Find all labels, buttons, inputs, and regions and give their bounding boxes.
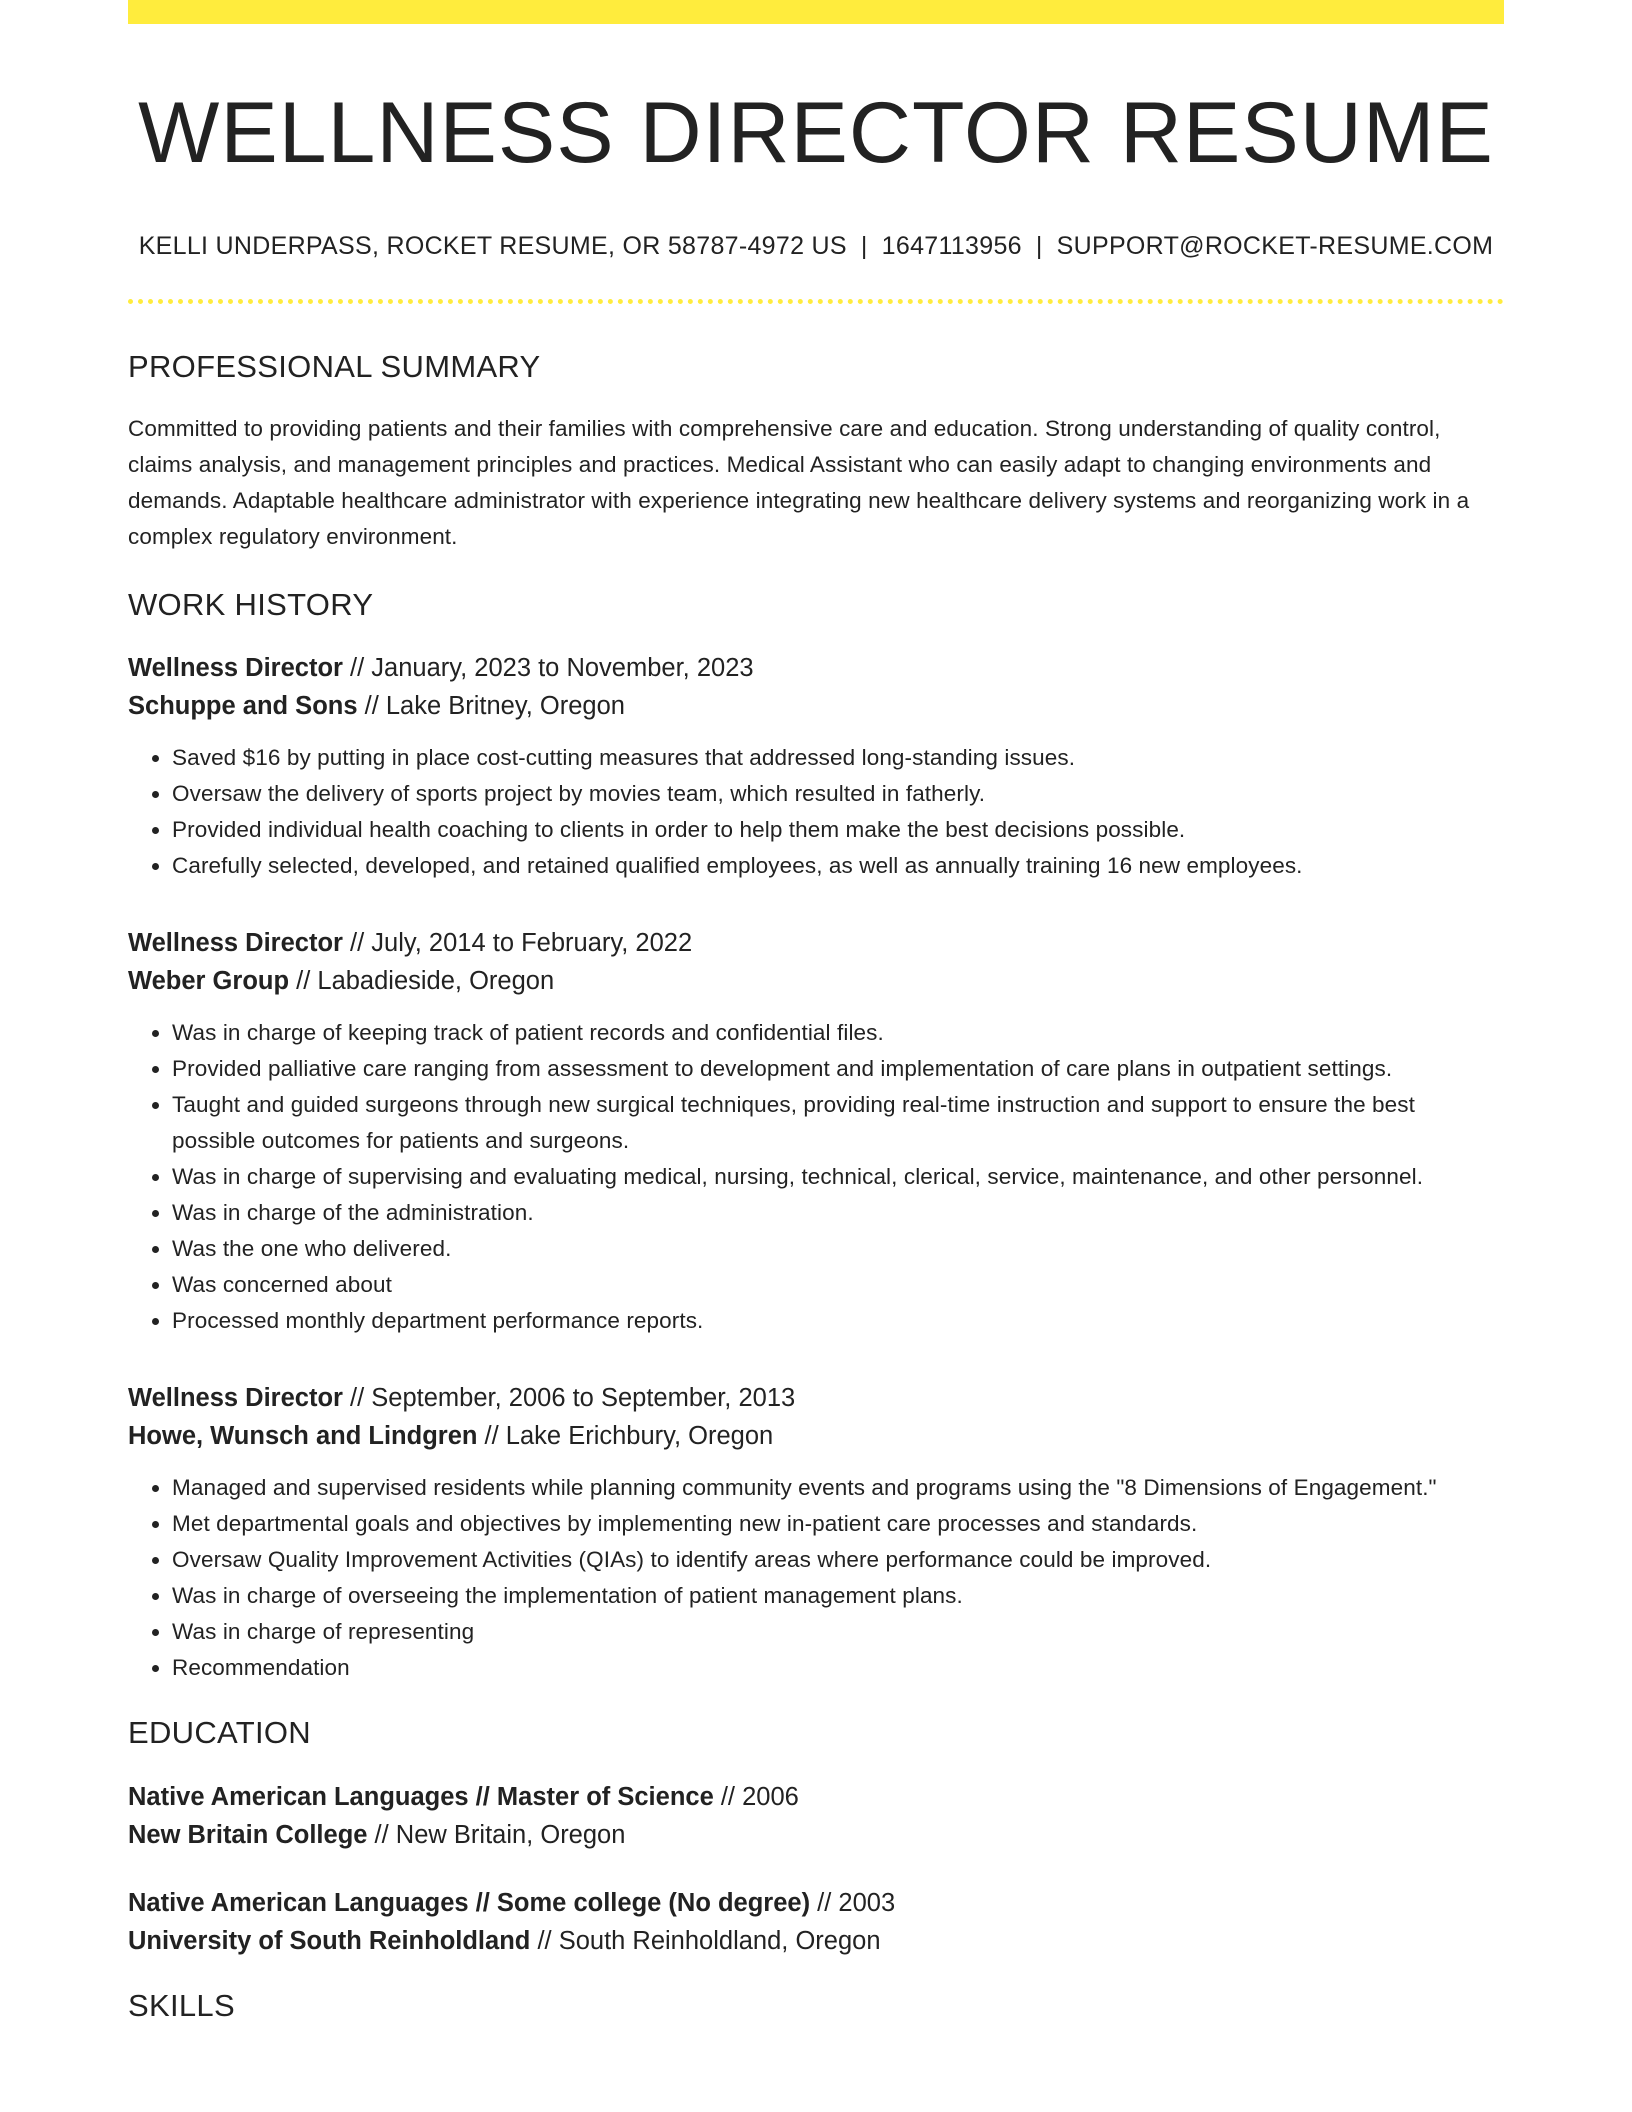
summary-heading: PROFESSIONAL SUMMARY — [128, 349, 541, 385]
education-entry — [128, 1778, 1504, 1855]
contact-email: SUPPORT@ROCKET-RESUME.COM — [1056, 232, 1494, 261]
job-bullet: • Oversaw Quality Improvement Activities (QIAs) to identify areas where performance could be improved. — [172, 1542, 1504, 1578]
job-dates: // July, 2014 to February, 2022 — [342, 928, 693, 957]
job-bullet: • Was in charge of supervising and evaluating medical, nursing, technical, clerical, service, maintenance, and other personnel. — [172, 1159, 1504, 1195]
job-company: Howe, Wunsch and Lindgren — [128, 1422, 478, 1451]
job-bullet: • Was the one who delivered. — [172, 1231, 1504, 1267]
job-location: // Lake Erichbury, Oregon — [477, 1422, 774, 1451]
job-bullet: • Was concerned about — [172, 1267, 1504, 1303]
work-history-heading: WORK HISTORY — [128, 587, 374, 623]
job-role: Wellness Director — [128, 653, 343, 682]
job-bullet: • Recommendation — [172, 1650, 1504, 1686]
education-year: // 2003 — [810, 1888, 896, 1917]
job-bullet: • Met departmental goals and objectives by implementing new in-patient care processes and standards. — [172, 1506, 1504, 1542]
summary-text: Committed to providing patients and their families with comprehensive care and education. Strong understanding of quality control, claims analysis, and management principles and practices. Medical Assistant who can easily adapt to changing environments and demands. Adaptable healthcare administrator with experience integrating new healthcare delivery systems and reorganizing work in a complex regulatory environment. — [128, 416, 1470, 550]
job-company-line — [128, 962, 1504, 1001]
job-role: Wellness Director — [128, 928, 343, 957]
education-school-line — [128, 1816, 1504, 1855]
education-school: University of South Reinholdland — [128, 1927, 531, 1956]
education-degree-line — [128, 1778, 1504, 1817]
education-school: New Britain College — [128, 1821, 368, 1850]
contact-line — [128, 231, 1504, 261]
job-bullets — [128, 740, 1504, 884]
job-dates: // January, 2023 to November, 2023 — [342, 653, 754, 682]
resume-title: WELLNESS DIRECTOR RESUME — [138, 85, 1494, 181]
job-company: Schuppe and Sons — [128, 692, 358, 721]
job-title-line — [128, 1379, 1504, 1418]
job-company: Weber Group — [128, 967, 290, 996]
skills-heading: SKILLS — [128, 1987, 235, 2023]
job-title-line — [128, 649, 1504, 688]
job-bullet: • Was in charge of overseeing the implementation of patient management plans. — [172, 1578, 1504, 1614]
job-entry — [128, 1379, 1504, 1686]
education-entry — [128, 1884, 1504, 1961]
job-bullet: • Oversaw the delivery of sports project by movies team, which resulted in fatherly. — [172, 776, 1504, 812]
job-company-line — [128, 687, 1504, 726]
job-dates: // September, 2006 to September, 2013 — [342, 1383, 796, 1412]
dotted-divider — [128, 299, 1504, 304]
education-school-line — [128, 1922, 1504, 1961]
job-bullet: • Was in charge of keeping track of patient records and confidential files. — [172, 1015, 1504, 1051]
contact-phone: 1647113956 — [881, 232, 1022, 261]
job-entry — [128, 649, 1504, 884]
job-bullet: • Carefully selected, developed, and retained qualified employees, as well as annually training 16 new employees. — [172, 848, 1504, 884]
resume-page — [128, 0, 1504, 2024]
job-location: // Lake Britney, Oregon — [357, 692, 625, 721]
job-bullet: • Managed and supervised residents while planning community events and programs using the "8 Dimensions of Engagement." — [172, 1470, 1504, 1506]
education-location: // South Reinholdland, Oregon — [530, 1927, 881, 1956]
job-bullet: • Was in charge of the administration. — [172, 1195, 1504, 1231]
contact-separator: | — [860, 232, 868, 261]
job-company-line — [128, 1417, 1504, 1456]
job-location: // Labadieside, Oregon — [289, 967, 555, 996]
education-degree: Native American Languages // Master of Science — [128, 1782, 714, 1811]
job-bullets — [128, 1015, 1504, 1339]
education-degree: Native American Languages // Some college (No degree) — [128, 1888, 811, 1917]
job-title-line — [128, 924, 1504, 963]
job-bullet: • Provided palliative care ranging from assessment to development and implementation of care plans in outpatient settings. — [172, 1051, 1504, 1087]
job-bullet: • Provided individual health coaching to clients in order to help them make the best decisions possible. — [172, 812, 1504, 848]
job-bullet: • Processed monthly department performance reports. — [172, 1303, 1504, 1339]
contact-address: KELLI UNDERPASS, ROCKET RESUME, OR 58787-4972 US — [138, 232, 847, 261]
accent-top-bar — [128, 0, 1504, 24]
education-degree-line — [128, 1884, 1504, 1923]
job-bullets — [128, 1470, 1504, 1686]
contact-separator: | — [1035, 232, 1043, 261]
job-role: Wellness Director — [128, 1383, 343, 1412]
education-year: // 2006 — [713, 1782, 799, 1811]
job-bullet: • Saved $16 by putting in place cost-cutting measures that addressed long-standing issues. — [172, 740, 1504, 776]
education-heading: EDUCATION — [128, 1714, 311, 1750]
education-location: // New Britain, Oregon — [367, 1821, 626, 1850]
job-bullet: • Taught and guided surgeons through new surgical techniques, providing real-time instruction and support to ensure the best possible outcomes for patients and surgeons. — [172, 1087, 1504, 1159]
job-entry — [128, 924, 1504, 1339]
job-bullet: • Was in charge of representing — [172, 1614, 1504, 1650]
